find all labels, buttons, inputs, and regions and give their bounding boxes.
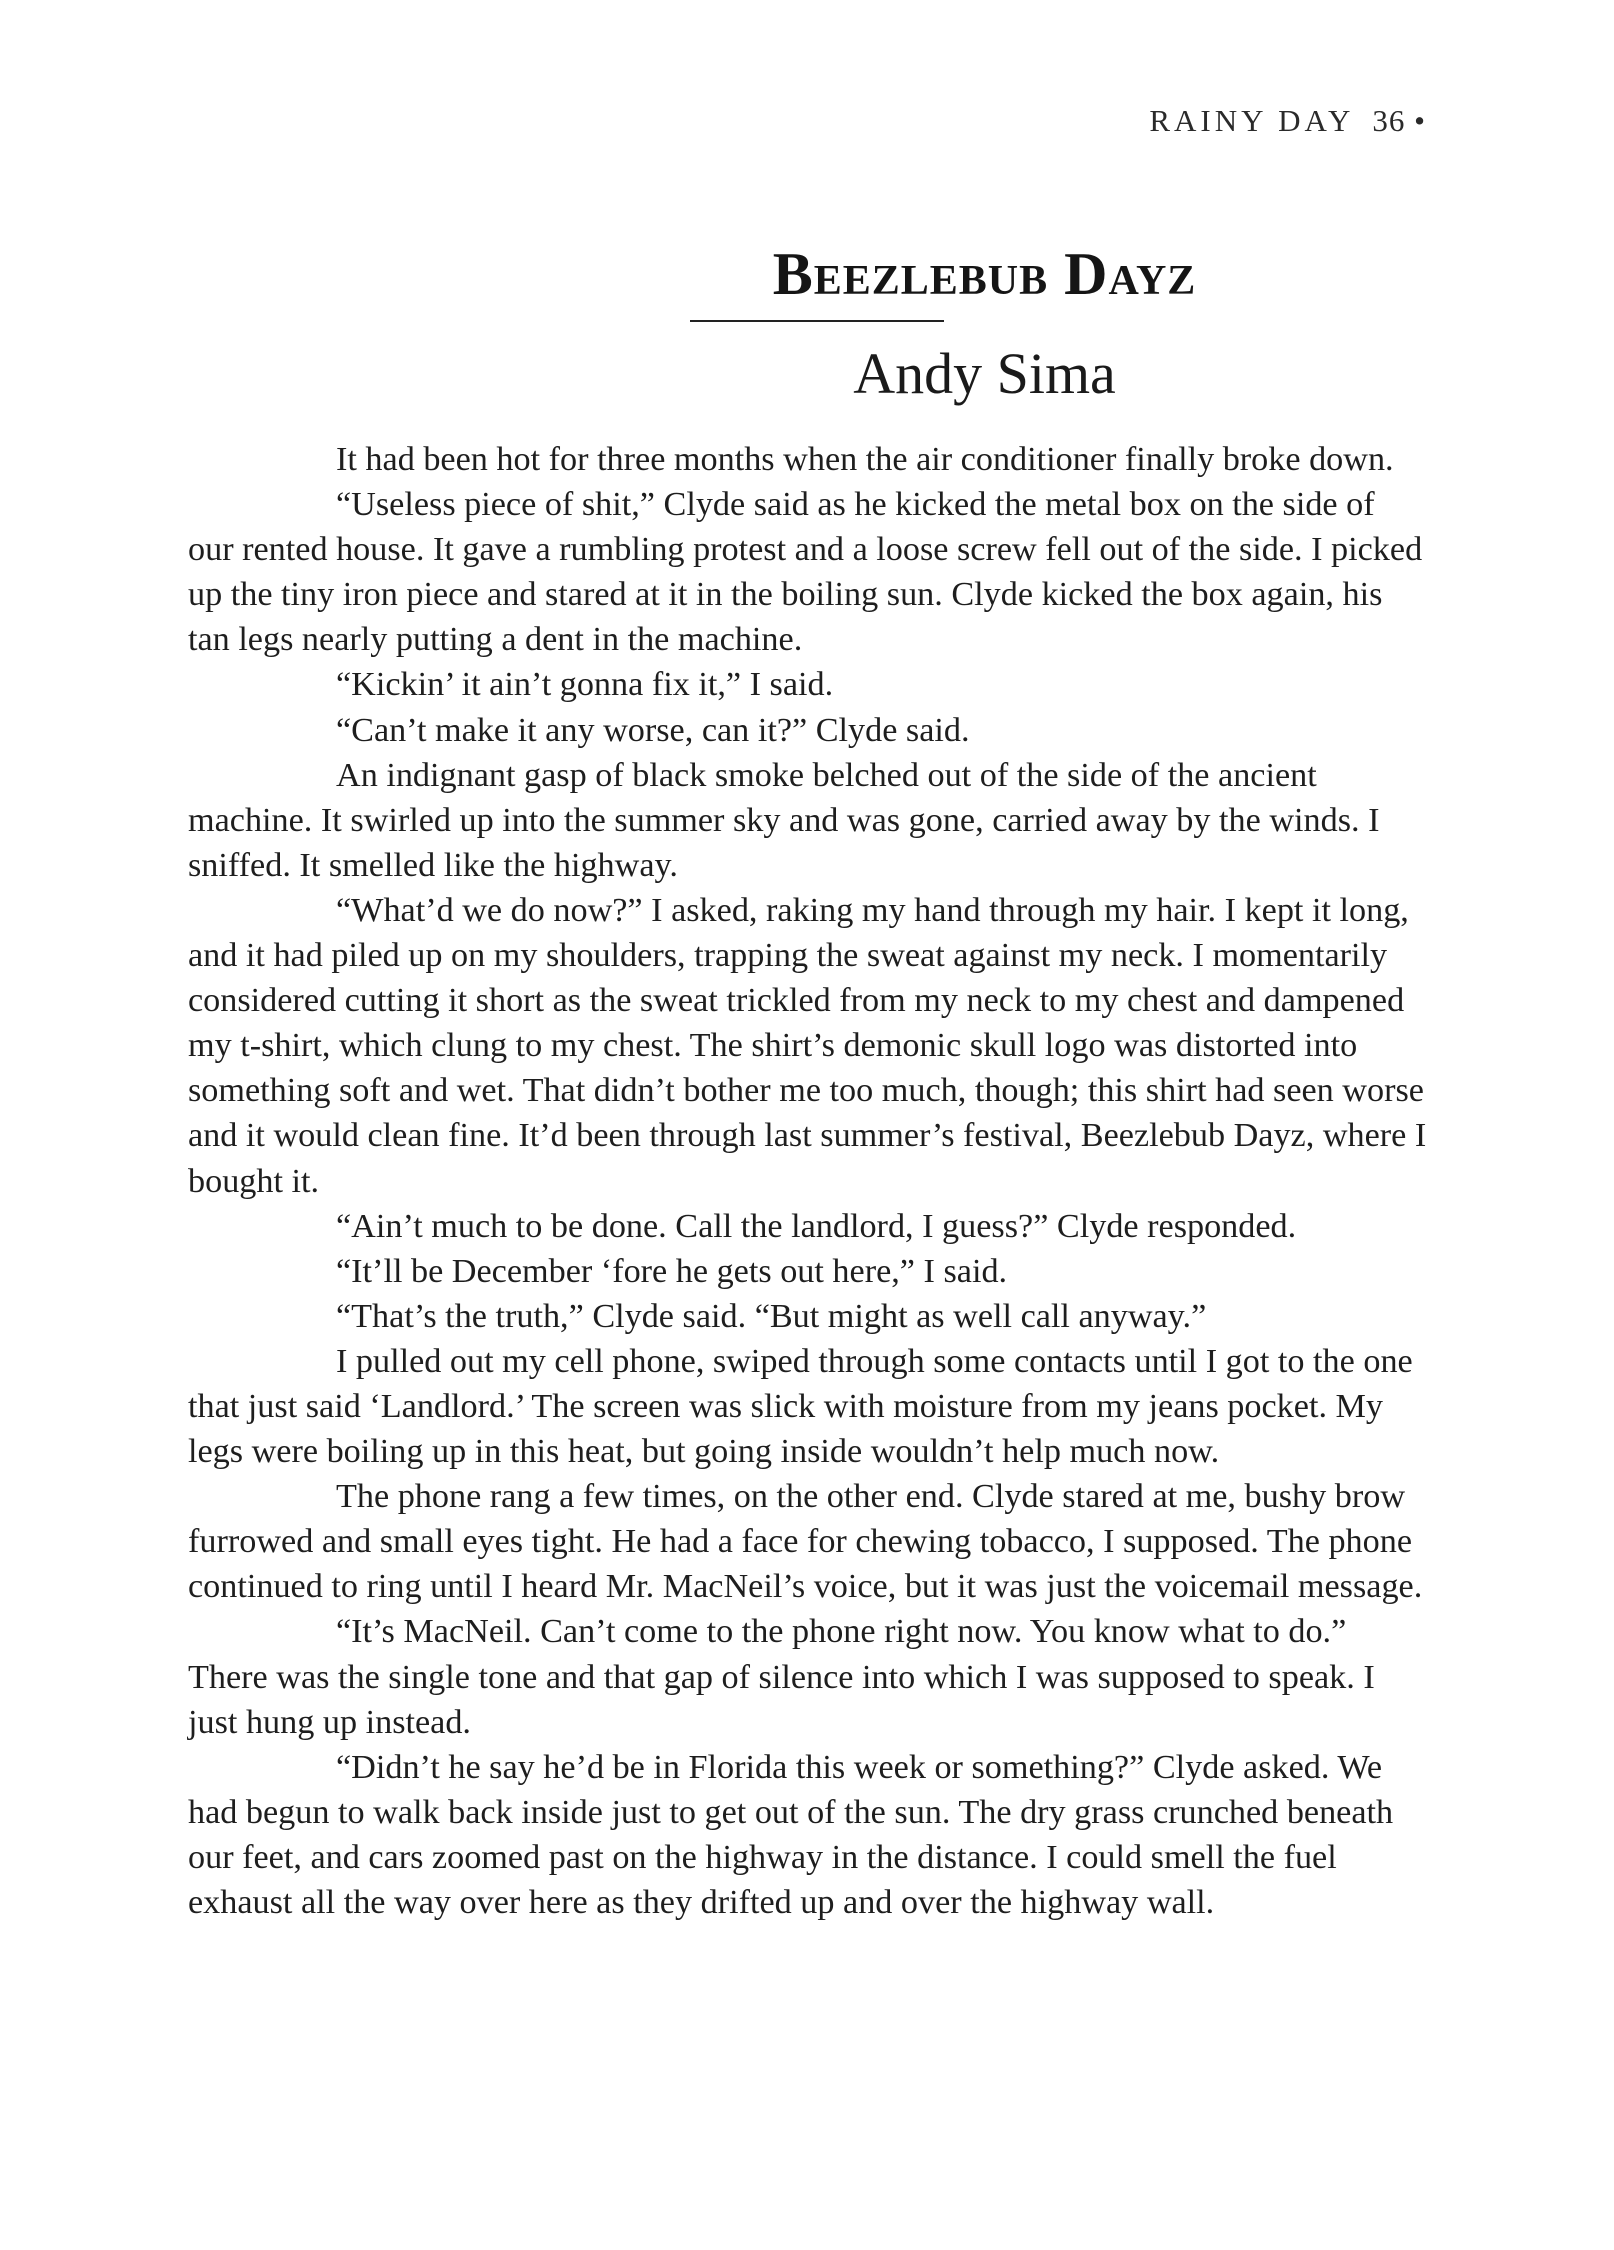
story-title: Beezlebub Dayz: [772, 241, 1197, 307]
running-header: [1149, 103, 1426, 139]
paragraph: I pulled out my cell phone, swiped through some contacts until I got to the one that just said ‘Landlord.’ The screen was slick with moisture from my jeans pocket. My legs were boiling up in this heat, but going inside wouldn’t help much now.: [188, 1342, 1413, 1471]
paragraph: “Useless piece of shit,” Clyde said as he kicked the metal box on the side of our rented house. It gave a rumbling protest and a loose screw fell out of the side. I picked up the tiny iron piece and stared at it in the boiling sun. Clyde kicked the box again, his tan legs nearly putting a dent in the machine.: [188, 486, 1423, 659]
paragraph: It had been hot for three months when the air conditioner finally broke down.: [336, 441, 1394, 478]
paragraph: The phone rang a few times, on the other end. Clyde stared at me, bushy brow furrowed and small eyes tight. He had a face for chewing tobacco, I supposed. The phone continued to ring until I heard Mr. MacNeil’s voice, but it was just the voicemail message.: [188, 1478, 1423, 1606]
paragraph: “Ain’t much to be done. Call the landlord, I guess?” Clyde responded.: [336, 1207, 1297, 1245]
story-body: [188, 437, 1428, 1925]
paragraph: “Didn’t he say he’d be in Florida this week or something?” Clyde asked. We had begun to walk back inside just to get out of the sun. The dry grass crunched beneath our feet, and cars zoomed past on the highway in the distance. I could smell the fuel exhaust all the way over here as they drifted up and over the highway wall.: [188, 1748, 1394, 1921]
paragraph: “It’s MacNeil. Can’t come to the phone right now. You know what to do.” There was the single tone and that gap of silence into which I was supposed to speak. I just hung up instead.: [188, 1613, 1375, 1741]
paragraph: “What’d we do now?” I asked, raking my hand through my hair. I kept it long, and it had piled up on my shoulders, trapping the sweat against my neck. I momentarily considered cutting it short as the sweat trickled from my neck to my chest and dampened my t-shirt, which clung to my chest. The shirt’s demonic skull logo was distorted into something soft and wet. That didn’t bother me too much, though; this shirt had seen worse and it would clean fine. It’d been through last summer’s festival, Beezlebub Dayz, where I bought it.: [188, 891, 1427, 1200]
paragraph: “It’ll be December ‘fore he gets out here,” I said.: [336, 1252, 1008, 1290]
paragraph: “That’s the truth,” Clyde said. “But might as well call anyway.”: [336, 1297, 1207, 1335]
paragraph: “Can’t make it any worse, can it?” Clyde said.: [336, 711, 970, 749]
title-divider: [690, 320, 944, 322]
page-number: 36 •: [1372, 103, 1426, 138]
paragraph: “Kickin’ it ain’t gonna fix it,” I said.: [336, 666, 834, 704]
story-author: Andy Sima: [853, 341, 1116, 406]
running-title: RAINY DAY: [1149, 103, 1355, 138]
paragraph: An indignant gasp of black smoke belched out of the side of the ancient machine. It swirled up into the summer sky and was gone, carried away by the winds. I sniffed. It smelled like the highway.: [188, 756, 1380, 884]
